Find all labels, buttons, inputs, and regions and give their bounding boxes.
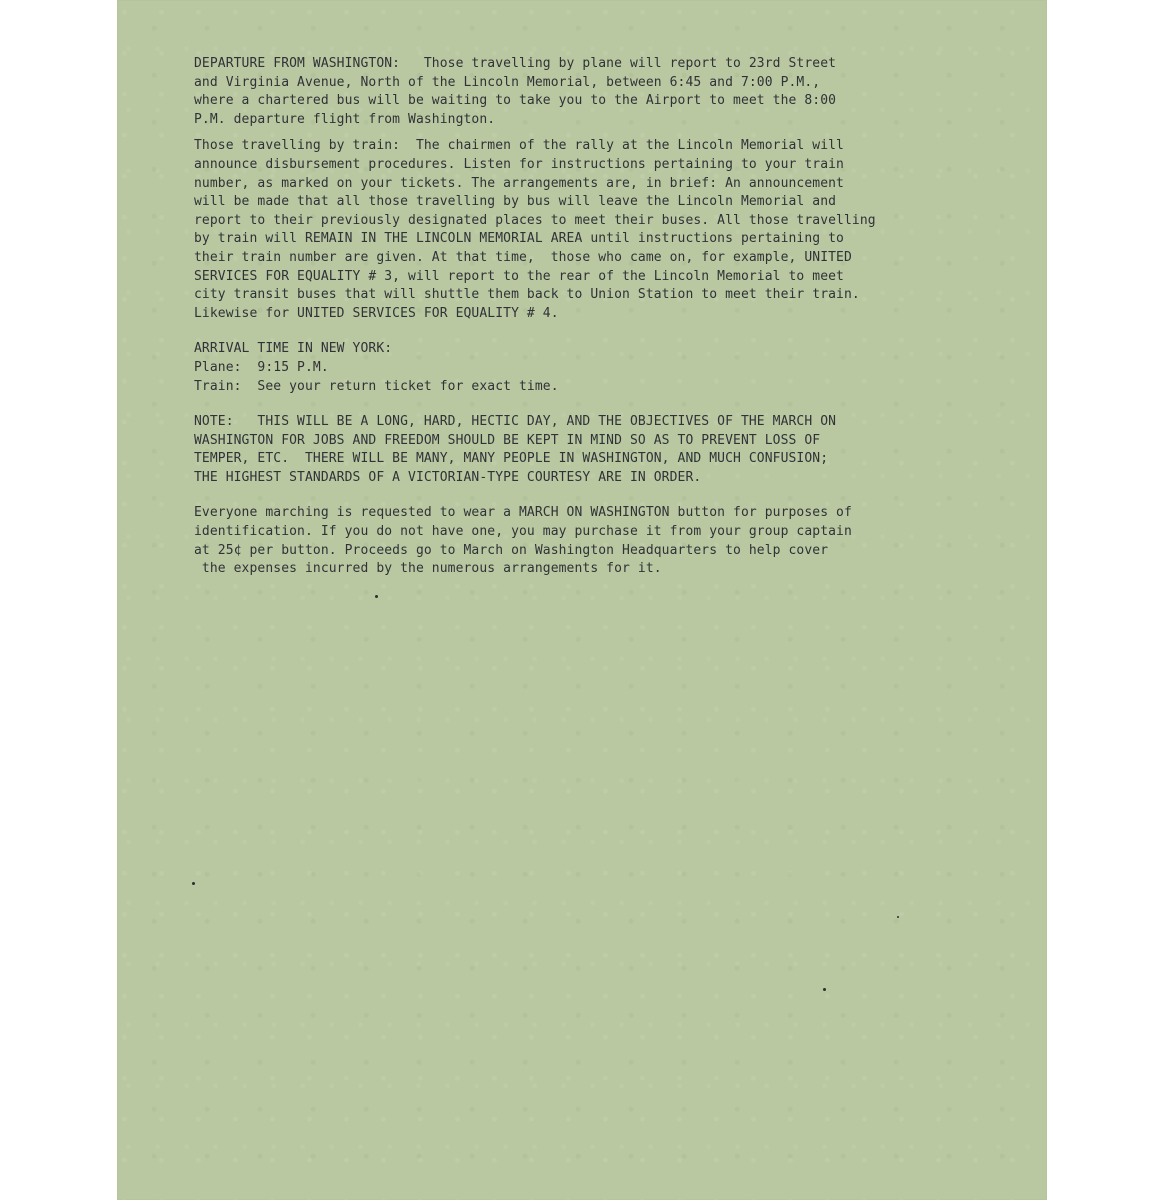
ink-speck <box>375 595 378 598</box>
ink-speck <box>823 988 826 991</box>
train-line: number, as marked on your tickets. The arrangements are, in brief: An announcement <box>194 175 844 191</box>
departure-line: P.M. departure flight from Washington. <box>194 111 496 127</box>
train-line: by train will REMAIN IN THE LINCOLN MEMORIAL AREA until instructions pertaining to <box>194 231 844 247</box>
ink-speck <box>897 916 899 918</box>
train-paragraph <box>194 137 994 323</box>
train-line: announce disbursement procedures. Listen for instructions pertaining to your train <box>194 156 844 172</box>
train-line: their train number are given. At that time, those who came on, for example, UNITED <box>194 249 852 265</box>
train-line: city transit buses that will shuttle them back to Union Station to meet their train. <box>194 287 860 303</box>
train-line: report to their previously designated places to meet their buses. All those travelling <box>194 212 876 228</box>
button-line: at 25¢ per button. Proceeds go to March on Washington Headquarters to help cover <box>194 542 829 558</box>
arrival-section <box>194 340 994 396</box>
arrival-heading: ARRIVAL TIME IN NEW YORK: <box>194 341 393 357</box>
departure-paragraph <box>194 55 994 129</box>
note-line: TEMPER, ETC. THERE WILL BE MANY, MANY PEOPLE IN WASHINGTON, AND MUCH CONFUSION; <box>194 451 829 467</box>
paper-sheet <box>117 0 1047 1200</box>
train-line: SERVICES FOR EQUALITY # 3, will report to the rear of the Lincoln Memorial to meet <box>194 268 844 284</box>
departure-line: DEPARTURE FROM WASHINGTON: Those travelling by plane will report to 23rd Street <box>194 56 837 71</box>
note-line: WASHINGTON FOR JOBS AND FREEDOM SHOULD BE KEPT IN MIND SO AS TO PREVENT LOSS OF <box>194 432 821 448</box>
typed-document <box>194 55 994 596</box>
arrival-plane-line: Plane: 9:15 P.M. <box>194 359 329 375</box>
note-line: NOTE: THIS WILL BE A LONG, HARD, HECTIC DAY, AND THE OBJECTIVES OF THE MARCH ON <box>194 414 837 430</box>
departure-line: and Virginia Avenue, North of the Lincoln Memorial, between 6:45 and 7:00 P.M., <box>194 74 821 90</box>
train-line: Likewise for UNITED SERVICES FOR EQUALITY # 4. <box>194 305 559 321</box>
train-line: will be made that all those travelling by bus will leave the Lincoln Memorial and <box>194 194 837 210</box>
button-line: the expenses incurred by the numerous arrangements for it. <box>194 561 662 577</box>
button-line: identification. If you do not have one, you may purchase it from your group captain <box>194 524 852 540</box>
departure-line: where a chartered bus will be waiting to take you to the Airport to meet the 8:00 <box>194 93 837 109</box>
ink-speck <box>192 882 195 885</box>
button-line: Everyone marching is requested to wear a MARCH ON WASHINGTON button for purposes of <box>194 505 852 521</box>
note-paragraph <box>194 413 994 487</box>
button-paragraph <box>194 504 994 578</box>
arrival-train-line: Train: See your return ticket for exact time. <box>194 378 559 394</box>
note-line: THE HIGHEST STANDARDS OF A VICTORIAN-TYPE COURTESY ARE IN ORDER. <box>194 469 702 485</box>
train-line: Those travelling by train: The chairmen of the rally at the Lincoln Memorial will <box>194 138 844 154</box>
